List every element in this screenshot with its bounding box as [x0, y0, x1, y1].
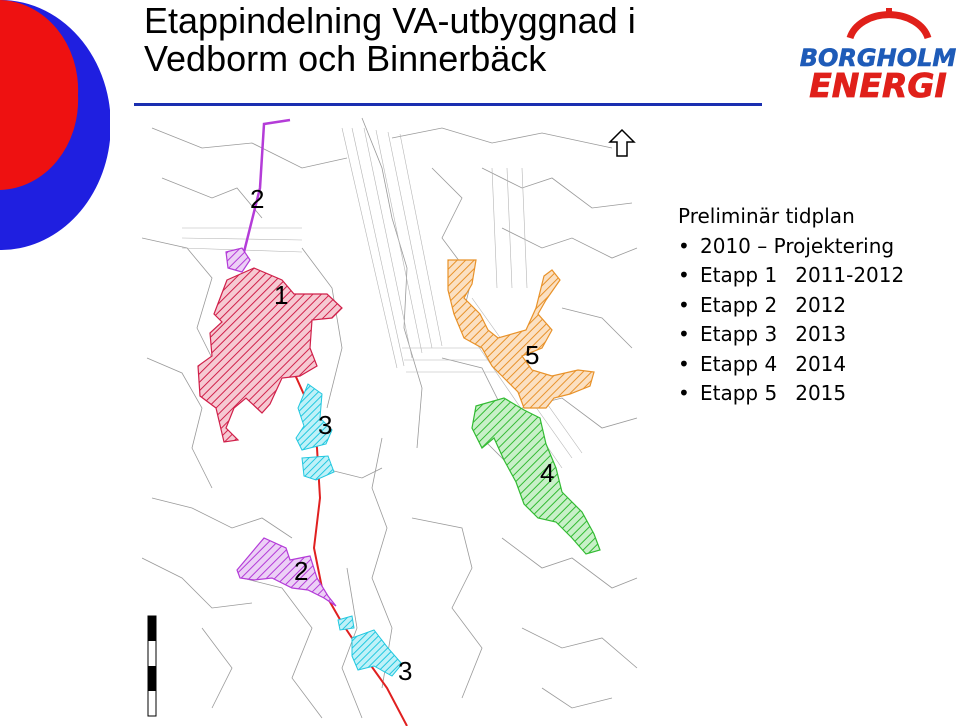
timeline-item: • Etapp 5 2015	[678, 379, 904, 409]
borgholm-energi-logo	[800, 8, 956, 100]
stage-map	[142, 108, 642, 726]
etapp2-area-north	[226, 248, 250, 272]
timeline-list	[678, 232, 904, 409]
page-title	[144, 2, 636, 78]
stage-label-5: 5	[525, 340, 540, 370]
etapp5-area	[448, 260, 594, 408]
etapp2-area-south	[237, 538, 336, 606]
bullet-icon: •	[678, 263, 690, 287]
stage-label-2-north: 2	[250, 184, 265, 214]
svg-text:BORGHOLM: BORGHOLM	[800, 44, 956, 72]
svg-text:ENERGI: ENERGI	[809, 66, 947, 100]
base-map-lines	[142, 118, 637, 718]
etapp3-area-south	[352, 630, 402, 676]
page-title-line1: Etappindelning VA-utbyggnad i	[144, 0, 636, 41]
title-underline	[134, 103, 762, 106]
timeline-item: • Etapp 3 2013	[678, 320, 904, 350]
timeline-item: • Etapp 1 2011-2012	[678, 261, 904, 291]
etapp3-area-south2	[338, 616, 354, 630]
timeline-item: • Etapp 2 2012	[678, 291, 904, 321]
etapp3-area-mid2	[302, 456, 334, 480]
bullet-icon: •	[678, 381, 690, 405]
bullet-icon: •	[678, 322, 690, 346]
timeline-item: • Etapp 4 2014	[678, 350, 904, 380]
page-title-line2: Vedborm och Binnerbäck	[144, 38, 547, 79]
timeline-item: • 2010 – Projektering	[678, 232, 904, 262]
stage-label-3-south: 3	[398, 656, 413, 686]
bullet-icon: •	[678, 292, 690, 317]
timeline-heading: Preliminär tidplan	[678, 204, 855, 228]
scale-bar	[148, 616, 156, 716]
corner-decoration	[0, 0, 110, 250]
etapp4-area	[472, 398, 600, 554]
etapp2-north-pipe	[240, 120, 290, 268]
bullet-icon: •	[678, 233, 690, 258]
bullet-icon: •	[678, 351, 690, 376]
timeline-legend	[678, 202, 904, 409]
stage-label-1: 1	[274, 280, 289, 310]
north-arrow-icon	[610, 130, 634, 156]
stage-label-2-south: 2	[294, 556, 309, 586]
stage-label-4: 4	[540, 458, 555, 488]
stage-label-3-mid: 3	[318, 410, 333, 440]
